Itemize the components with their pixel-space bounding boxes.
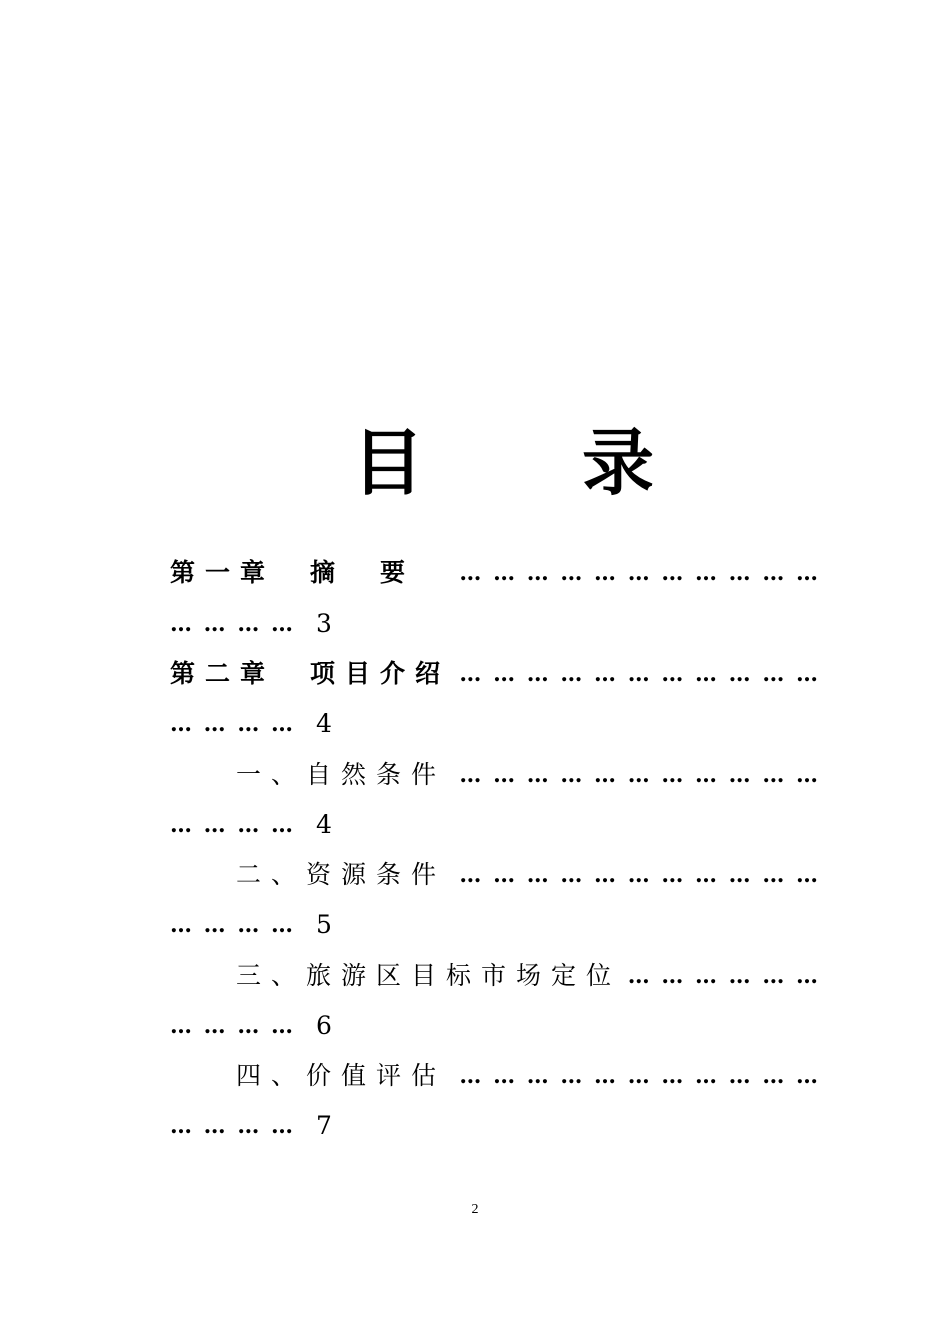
toc-leader-dots: … … … … … … … … … … …: [459, 862, 820, 888]
toc-entry-2-line2: [0, 704, 950, 744]
toc-entry-label[interactable]: 第一章 摘 要: [170, 558, 416, 587]
toc-title-char-1: 目: [352, 421, 425, 505]
toc-leader-dots: … … … … … … … … … … …: [459, 762, 820, 788]
toc-page-number[interactable]: 4: [316, 709, 332, 738]
toc-entry-5-line2: [0, 1006, 950, 1046]
toc-entry-3-line2: [0, 805, 950, 845]
toc-entry-label[interactable]: 一、自然条件: [236, 760, 447, 789]
toc-entry-3-line1[interactable]: [0, 755, 950, 795]
toc-entry-label[interactable]: 二、资源条件: [236, 860, 447, 889]
toc-entry-label[interactable]: 第二章 项目介绍: [170, 659, 451, 688]
toc-entry-4-line2: [0, 905, 950, 945]
toc-entry-5-line1[interactable]: [0, 956, 950, 996]
toc-page-number[interactable]: 7: [316, 1111, 332, 1140]
toc-entry-label[interactable]: 三、旅游区目标市场定位: [236, 961, 622, 990]
toc-entry-label[interactable]: 四、价值评估: [236, 1061, 447, 1090]
toc-leader-dots: … … … …: [170, 611, 295, 637]
toc-leader-dots: … … … … … … … … … … …: [459, 1063, 820, 1089]
toc-leader-dots: … … … … … … … … … … …: [459, 560, 820, 586]
toc-entry-4-line1[interactable]: [0, 855, 950, 895]
toc-leader-dots: … … … …: [170, 711, 295, 737]
toc-entry-6-line1[interactable]: [0, 1056, 950, 1096]
toc-leader-dots: … … … …: [170, 912, 295, 938]
toc-leader-dots: … … … …: [170, 812, 295, 838]
toc-leader-dots: … … … …: [170, 1113, 295, 1139]
toc-page-number[interactable]: 6: [316, 1011, 332, 1040]
toc-entry-1-line2: [0, 604, 950, 644]
toc-page-number[interactable]: 4: [316, 810, 332, 839]
toc-title-char-2: 录: [582, 421, 655, 505]
footer-page-number: 2: [471, 1202, 479, 1217]
toc-leader-dots: … … … …: [170, 1013, 295, 1039]
toc-page-number[interactable]: 3: [316, 609, 332, 638]
toc-leader-dots: … … … … … … … … … … …: [459, 661, 820, 687]
toc-leader-dots: … … … … … …: [627, 963, 820, 989]
toc-title: [0, 418, 950, 508]
toc-entry-2-line1[interactable]: [0, 654, 950, 694]
toc-page-number[interactable]: 5: [316, 910, 332, 939]
toc-entry-6-line2: [0, 1106, 950, 1146]
toc-entry-1-line1[interactable]: [0, 553, 950, 593]
